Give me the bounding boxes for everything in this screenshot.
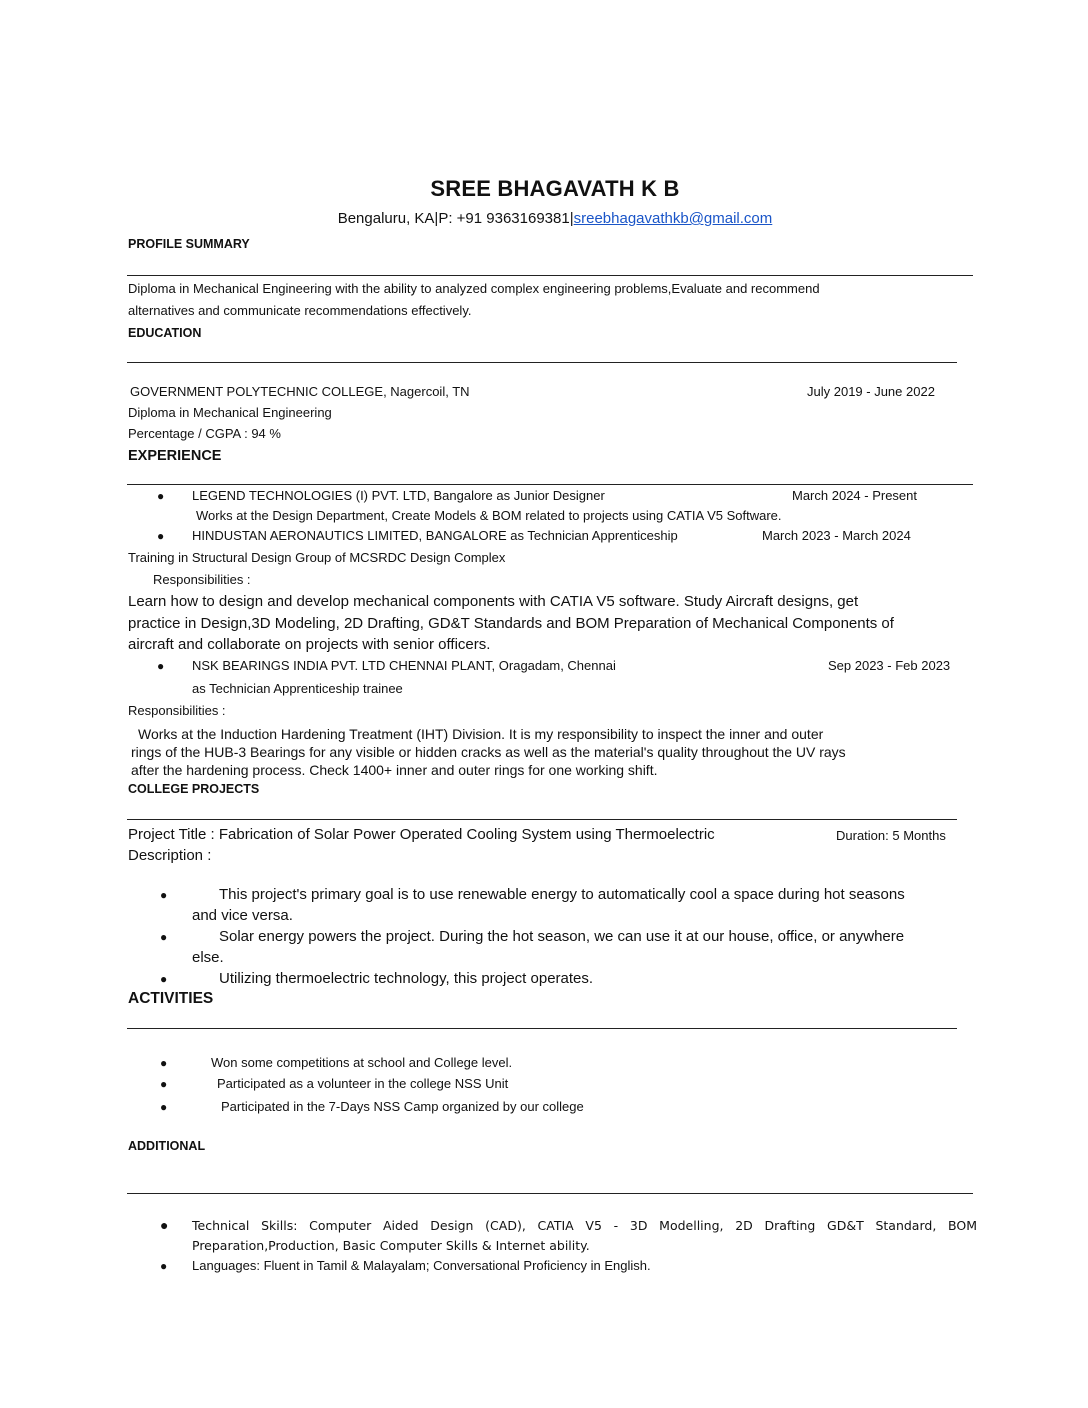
project-bullet-text: and vice versa. (192, 907, 293, 924)
bullet-icon: ● (157, 659, 165, 673)
email-link[interactable]: sreebhagavathkb@gmail.com (573, 210, 773, 227)
education-school: GOVERNMENT POLYTECHNIC COLLEGE, Nagercoil, TN (130, 384, 470, 399)
job-title: NSK BEARINGS INDIA PVT. LTD CHENNAI PLANT, Oragadam, Chennai (192, 658, 616, 673)
activity-item: Won some competitions at school and College level. (211, 1055, 513, 1070)
activity-item: Participated in the 7-Days NSS Camp organized by our college (221, 1099, 584, 1114)
project-bullet-text: else. (192, 949, 224, 966)
project-description-label: Description : (128, 847, 212, 864)
job-dates: Sep 2023 - Feb 2023 (828, 658, 951, 673)
responsibility-text: rings of the HUB-3 Bearings for any visible or hidden cracks as well as the material's quality throughout the UV rays (131, 744, 846, 760)
activities-heading: ACTIVITIES (128, 990, 214, 1007)
bullet-icon: ● (160, 1217, 169, 1233)
additional-heading: ADDITIONAL (128, 1139, 206, 1153)
responsibilities-label: Responsibilities : (153, 572, 251, 587)
bullet-icon: ● (160, 1077, 168, 1091)
job-dates: March 2023 - March 2024 (762, 528, 911, 543)
bullet-icon: ● (157, 529, 165, 543)
bullet-icon: ● (160, 1100, 168, 1114)
college-projects-heading: COLLEGE PROJECTS (128, 782, 260, 796)
section-divider (127, 362, 957, 363)
responsibility-text: Works at the Induction Hardening Treatment (IHT) Division. It is my responsibility to inspect the inner and outer (138, 726, 824, 742)
job-role: as Technician Apprenticeship trainee (192, 681, 403, 696)
section-divider (127, 819, 957, 820)
job-title: HINDUSTAN AERONAUTICS LIMITED, BANGALORE as Technician Apprenticeship (192, 528, 678, 543)
technical-skills: Technical Skills: Computer Aided Design (CAD), CATIA V5 - 3D Modelling, 2D Drafting GD&T Standard, BOM (192, 1218, 977, 1233)
contact-line (0, 210, 1088, 227)
languages: Languages: Fluent in Tamil & Malayalam; Conversational Proficiency in English. (192, 1258, 651, 1273)
section-divider (127, 275, 973, 276)
job-title: LEGEND TECHNOLOGIES (I) PVT. LTD, Bangalore as Junior Designer (192, 488, 605, 503)
experience-heading: EXPERIENCE (128, 448, 222, 464)
contact-details: Bengaluru, KA|P: +91 9363169381| (337, 210, 574, 227)
responsibility-text: after the hardening process. Check 1400+ inner and outer rings for one working shift. (131, 762, 658, 778)
section-divider (127, 1193, 973, 1194)
bullet-icon: ● (160, 1259, 168, 1273)
section-divider (127, 1028, 957, 1029)
responsibility-text: aircraft and collaborate on projects with senior officers. (128, 636, 491, 653)
project-bullet-text: This project's primary goal is to use renewable energy to automatically cool a space during hot seasons (219, 886, 905, 903)
education-score: Percentage / CGPA : 94 % (128, 426, 281, 441)
project-bullet-text: Utilizing thermoelectric technology, this project operates. (219, 970, 594, 987)
technical-skills: Preparation,Production, Basic Computer Skills & Internet ability. (192, 1238, 590, 1253)
project-duration: Duration: 5 Months (836, 828, 946, 843)
bullet-icon: ● (160, 888, 168, 902)
profile-summary-line: Diploma in Mechanical Engineering with the ability to analyzed complex engineering problems,Evaluate and recommend (128, 281, 820, 296)
responsibility-text: Learn how to design and develop mechanical components with CATIA V5 software. Study Aircraft designs, get (128, 593, 859, 610)
activity-item: Participated as a volunteer in the college NSS Unit (217, 1076, 509, 1091)
profile-summary-heading: PROFILE SUMMARY (128, 237, 250, 251)
bullet-icon: ● (160, 930, 168, 944)
responsibility-text: practice in Design,3D Modeling, 2D Drafting, GD&T Standards and BOM Preparation of Mechanical Components of (128, 615, 894, 632)
candidate-name: SREE BHAGAVATH K B (430, 176, 680, 201)
responsibilities-label: Responsibilities : (128, 703, 226, 718)
education-heading: EDUCATION (128, 326, 202, 340)
education-dates: July 2019 - June 2022 (807, 384, 935, 399)
bullet-icon: ● (160, 972, 168, 986)
project-title: Project Title : Fabrication of Solar Power Operated Cooling System using Thermoelectric (128, 826, 715, 843)
bullet-icon: ● (160, 1056, 168, 1070)
profile-summary-line: alternatives and communicate recommendations effectively. (128, 303, 472, 318)
job-description: Works at the Design Department, Create Models & BOM related to projects using CATIA V5 Software. (196, 508, 782, 523)
section-divider (127, 484, 973, 485)
bullet-icon: ● (157, 489, 165, 503)
job-dates: March 2024 - Present (792, 488, 918, 503)
education-degree: Diploma in Mechanical Engineering (128, 405, 332, 420)
job-training: Training in Structural Design Group of MCSRDC Design Complex (128, 550, 506, 565)
project-bullet-text: Solar energy powers the project. During the hot season, we can use it at our house, office, or anywhere (219, 928, 905, 945)
